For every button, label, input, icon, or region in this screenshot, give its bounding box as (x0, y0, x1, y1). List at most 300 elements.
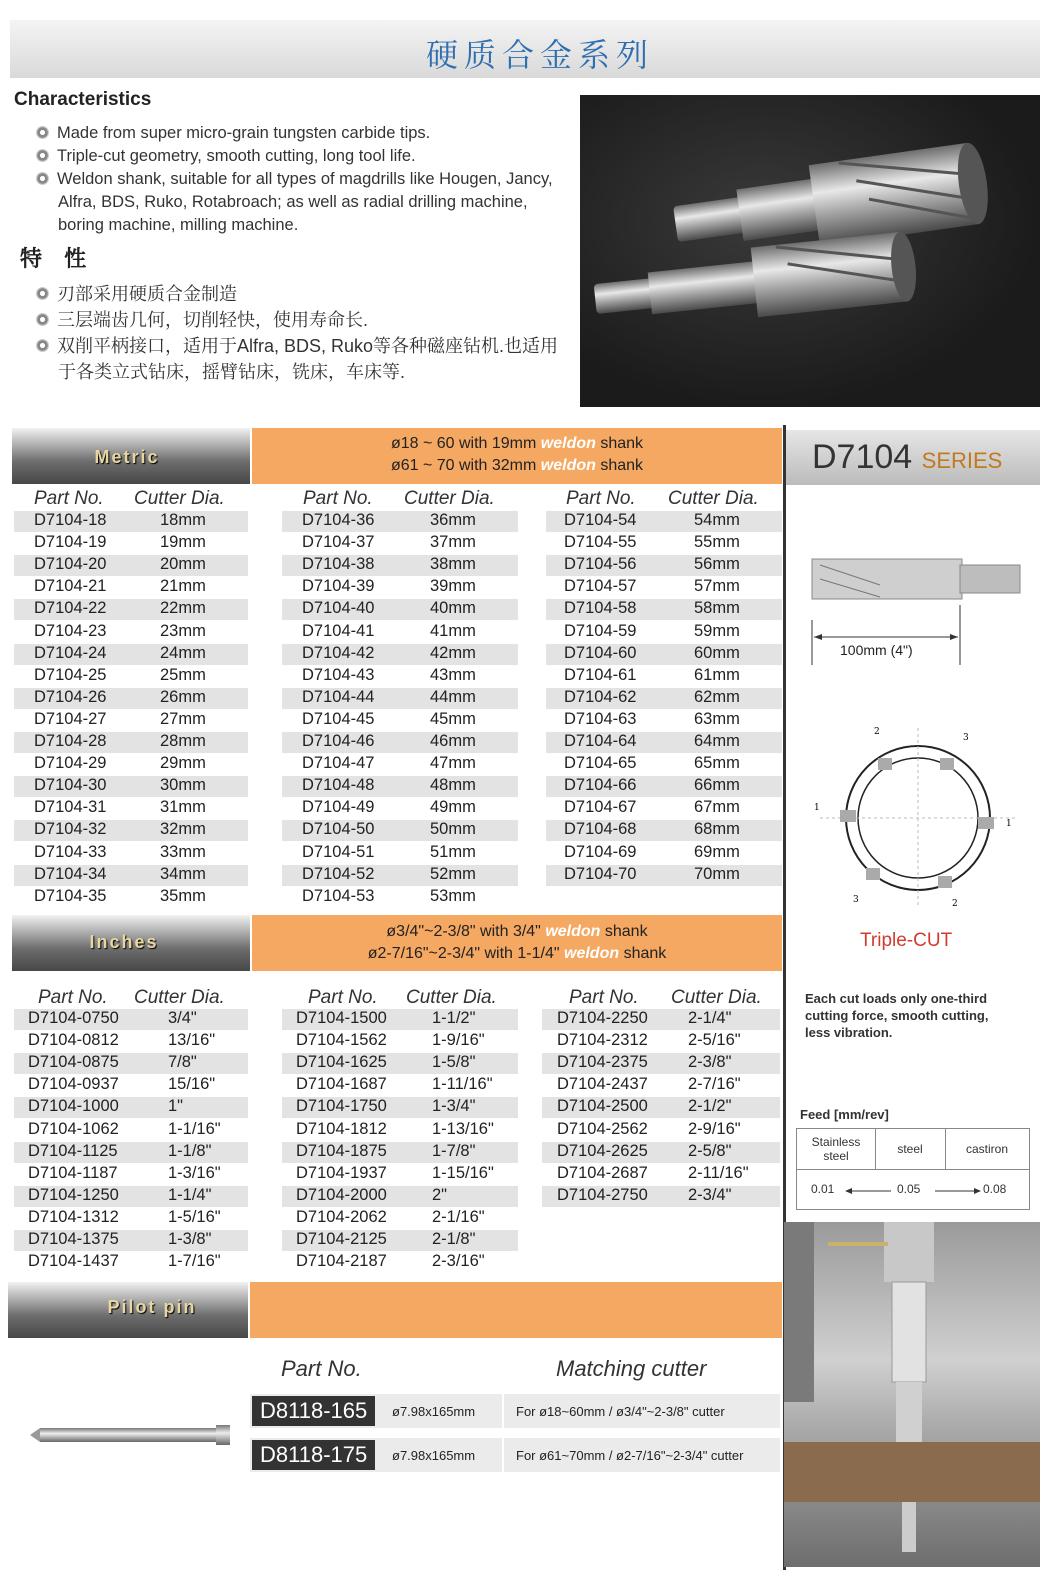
table-row (282, 754, 518, 775)
table-row (282, 1230, 518, 1251)
bullet-icon (36, 313, 49, 326)
table-row (542, 1053, 780, 1074)
part-number: D7104-28 (34, 732, 107, 750)
cutter-diameter: 50mm (430, 820, 476, 839)
cutter-diameter: 1-7/16" (168, 1252, 221, 1271)
pilot-label: Pilot pin (107, 1297, 197, 1317)
pilot-banner (250, 1282, 782, 1338)
page-title: 硬质合金系列 (425, 36, 654, 74)
part-number: D7104-34 (34, 864, 107, 883)
pilot-match: For ø61~70mm / ø2-7/16"~2-3/4" cutter (516, 1448, 744, 1463)
drilling-photo (784, 1222, 1040, 1567)
cutter-diameter: 18mm (160, 511, 206, 529)
part-number: D7104-43 (302, 665, 375, 684)
cutter-diameter: 67mm (694, 798, 740, 817)
part-number: D7104-1000 (28, 1097, 119, 1116)
cutter-diameter: 29mm (160, 754, 206, 773)
table-row (546, 710, 782, 731)
table-row (14, 843, 248, 864)
table-row (282, 843, 518, 864)
part-number: D7104-40 (302, 599, 375, 618)
part-number: D7104-2125 (296, 1230, 387, 1248)
part-number: D7104-66 (564, 776, 637, 795)
part-number: D7104-2562 (557, 1119, 648, 1138)
part-number: D7104-0875 (28, 1053, 119, 1072)
table-row (282, 644, 518, 665)
cutter-diameter: 35mm (160, 886, 206, 905)
table-row (542, 1164, 780, 1185)
table-row (14, 644, 248, 665)
part-number: D7104-1562 (296, 1031, 387, 1050)
part-number: D7104-18 (34, 511, 107, 529)
bullet-icon (36, 149, 49, 162)
cutter-diameter: 66mm (694, 776, 740, 795)
triple-cut-diagram (800, 718, 1035, 913)
table-row (546, 511, 782, 532)
cutter-diameter: 46mm (430, 732, 476, 750)
table-row (14, 599, 248, 620)
table-row (542, 1031, 780, 1052)
part-number: D7104-2500 (557, 1097, 648, 1116)
table-row (14, 555, 248, 576)
metric-shank-banner (252, 428, 782, 484)
part-number: D7104-39 (302, 577, 375, 596)
table-row (282, 1252, 518, 1273)
series-title: D7104 SERIES (812, 438, 1003, 476)
table-row (14, 865, 248, 886)
table-row (546, 555, 782, 576)
table-row (546, 688, 782, 709)
table-row (14, 1120, 248, 1141)
part-number: D7104-22 (34, 599, 107, 618)
cn-characteristic-item: 刃部采用硬质合金制造 (36, 281, 566, 307)
cutter-diameter: 2" (432, 1185, 448, 1204)
magdrill-photo (784, 1222, 1040, 1567)
cutter-diameter: 63mm (694, 709, 740, 728)
part-number: D7104-65 (564, 754, 637, 773)
cn-characteristic-item: 双削平柄接口，适用于Alfra, BDS, Ruko等各种磁座钻机.也适用于各类立式钻床，摇臂钻床，铣床，车床等. (36, 333, 566, 385)
part-number: D7104-20 (34, 555, 107, 574)
part-number: D7104-1937 (296, 1163, 387, 1182)
pilot-col-part: Part No. (281, 1356, 362, 1381)
cutter-diameter: 62mm (694, 687, 740, 706)
characteristic-item: Weldon shank, suitable for all types of magdrills like Hougen, Jancy, Alfra, BDS, Ruko, Rotabroach; as well as radial drilling machine, boring machine, milling machine. (36, 168, 566, 237)
cutter-diameter: 2-7/16" (688, 1075, 741, 1094)
part-number: D7104-2312 (557, 1031, 648, 1050)
part-number: D7104-55 (564, 533, 637, 552)
table-row (282, 710, 518, 731)
cutter-diameter: 38mm (430, 555, 476, 574)
part-number: D7104-32 (34, 820, 107, 839)
annular-cutter-photo (580, 95, 1040, 407)
cutter-diameter: 57mm (694, 577, 740, 596)
cutter-diameter: 2-11/16" (688, 1163, 749, 1182)
cutter-diameter: 41mm (430, 621, 476, 640)
part-number: D7104-35 (34, 886, 107, 905)
part-number: D7104-1437 (28, 1252, 119, 1271)
cutter-diameter: 27mm (160, 709, 206, 728)
part-number: D7104-1812 (296, 1119, 387, 1138)
cutter-diameter: 45mm (430, 709, 476, 728)
characteristic-item: Made from super micro-grain tungsten carbide tips. (36, 122, 566, 145)
cutter-diameter: 21mm (160, 577, 206, 596)
cn-characteristic-item: 三层端齿几何，切削轻快，使用寿命长. (36, 307, 566, 333)
characteristic-item: Triple-cut geometry, smooth cutting, long tool life. (36, 145, 566, 168)
cutter-diameter: 60mm (694, 643, 740, 662)
cutter-diameter: 26mm (160, 687, 206, 706)
cutter-diameter: 70mm (694, 864, 740, 883)
part-number: D7104-31 (34, 798, 107, 817)
table-row (14, 688, 248, 709)
table-row (14, 1230, 248, 1251)
part-number: D7104-1187 (28, 1163, 118, 1182)
table-row (546, 666, 782, 687)
table-row (282, 511, 518, 532)
cutter-diameter: 1-1/2" (432, 1009, 476, 1027)
col-header-part: Part No. (34, 488, 104, 509)
part-number: D7104-62 (564, 687, 637, 706)
col-header-dia: Cutter Dia. (134, 488, 225, 509)
feed-arrows (843, 1185, 983, 1197)
part-number: D7104-33 (34, 842, 107, 861)
cutter-diameter: 19mm (160, 533, 206, 552)
cutter-diameter: 7/8" (168, 1053, 197, 1072)
table-row (546, 644, 782, 665)
cutter-diameter: 2-1/4" (688, 1009, 732, 1027)
cutter-length-diagram (800, 545, 1040, 675)
part-number: D7104-1750 (296, 1097, 387, 1116)
part-number: D7104-21 (34, 577, 107, 596)
cutter-diameter: 1-5/8" (432, 1053, 476, 1072)
part-number: D7104-54 (564, 511, 637, 529)
feed-value-max: 0.08 (983, 1182, 1007, 1196)
part-number: D7104-51 (302, 842, 375, 861)
table-row (14, 511, 248, 532)
cutter-diameter: 1-9/16" (432, 1031, 485, 1050)
part-number: D7104-2750 (557, 1185, 648, 1204)
part-number: D7104-41 (302, 621, 375, 640)
diagram-mark: 1 (814, 803, 820, 813)
part-number: D7104-64 (564, 732, 637, 750)
table-row (282, 688, 518, 709)
cutter-diameter: 24mm (160, 643, 206, 662)
col-header-dia: Cutter Dia. (134, 987, 225, 1008)
table-row (546, 622, 782, 643)
cutter-diameter: 1-5/16" (168, 1207, 221, 1226)
part-number: D7104-58 (564, 599, 637, 618)
table-row (282, 732, 518, 753)
part-number: D7104-2000 (296, 1185, 387, 1204)
part-number: D7104-2437 (557, 1075, 648, 1094)
table-row (282, 1075, 518, 1096)
table-row (546, 599, 782, 620)
cutter-diameter: 2-9/16" (688, 1119, 741, 1138)
part-number: D7104-45 (302, 709, 375, 728)
cutter-diameter: 1-3/4" (432, 1097, 476, 1116)
cutter-diameter: 1-3/16" (168, 1163, 221, 1182)
table-row (282, 776, 518, 797)
table-row (546, 865, 782, 886)
inches-shank-line: ø2-7/16"~2-3/4" with 1-1/4" weldon shank (367, 945, 667, 962)
triple-cut-label: Triple-CUT (860, 930, 953, 951)
pilot-size: ø7.98x165mm (392, 1404, 476, 1419)
table-row (282, 820, 518, 841)
part-number: D7104-38 (302, 555, 375, 574)
cutter-diameter: 40mm (430, 599, 476, 618)
cutter-diameter: 52mm (430, 864, 476, 883)
cutter-diameter: 58mm (694, 599, 740, 618)
part-number: D7104-59 (564, 621, 637, 640)
pilot-pin-image (28, 1420, 233, 1450)
cutter-diameter: 54mm (694, 511, 740, 529)
pilot-divider (502, 1394, 504, 1474)
part-number: D7104-2062 (296, 1207, 387, 1226)
inches-label: Inches (89, 932, 159, 952)
table-row (282, 555, 518, 576)
part-number: D7104-25 (34, 665, 107, 684)
cutter-diameter: 55mm (694, 533, 740, 552)
part-number: D7104-52 (302, 864, 375, 883)
metric-label: Metric (94, 447, 160, 467)
part-number: D7104-2187 (296, 1252, 387, 1271)
table-row (14, 622, 248, 643)
table-row (546, 533, 782, 554)
table-row (14, 820, 248, 841)
table-row (282, 865, 518, 886)
cutter-diameter: 2-3/8" (688, 1053, 732, 1072)
bullet-icon (36, 172, 49, 185)
cutter-diameter: 37mm (430, 533, 476, 552)
cutter-diameter: 2-3/16" (432, 1252, 485, 1271)
metric-shank-line: ø18 ~ 60 with 19mm weldon shank (390, 435, 644, 452)
feed-value-min: 0.01 (811, 1182, 835, 1196)
table-row (282, 1142, 518, 1163)
cutter-diameter: 68mm (694, 820, 740, 839)
bullet-icon (36, 339, 49, 352)
table-row (14, 666, 248, 687)
table-row (282, 666, 518, 687)
part-number: D7104-67 (564, 798, 637, 817)
cutter-diameter: 1-1/8" (168, 1141, 212, 1160)
table-row (542, 1142, 780, 1163)
cutter-diameter: 2-1/8" (432, 1230, 476, 1248)
cutter-diameter: 47mm (430, 754, 476, 773)
table-row (14, 887, 248, 908)
table-row (14, 1031, 248, 1052)
table-row (282, 1053, 518, 1074)
cutter-diameter: 51mm (430, 842, 476, 861)
cutter-diameter: 1-1/4" (168, 1185, 212, 1204)
part-number: D7104-27 (34, 709, 107, 728)
characteristics-heading: Characteristics (14, 89, 152, 110)
cutter-diameter: 1" (168, 1097, 184, 1116)
cutter-diameter: 1-7/8" (432, 1141, 476, 1160)
table-row (14, 1208, 248, 1229)
table-row (14, 1186, 248, 1207)
part-number: D7104-37 (302, 533, 375, 552)
table-row (542, 1120, 780, 1141)
col-header-part: Part No. (566, 488, 636, 509)
part-number: D7104-1625 (296, 1053, 387, 1072)
part-number: D7104-1375 (28, 1230, 119, 1248)
part-number: D7104-1500 (296, 1009, 387, 1027)
cutter-diameter: 1-3/8" (168, 1230, 212, 1248)
feed-table (796, 1128, 1030, 1210)
cutter-diameter: 32mm (160, 820, 206, 839)
table-row (546, 776, 782, 797)
pilot-match: For ø18~60mm / ø3/4"~2-3/8" cutter (516, 1404, 725, 1419)
diagram-mark: 1 (1006, 819, 1012, 829)
pilot-part: D8118-165 (252, 1396, 375, 1426)
table-row (14, 1097, 248, 1118)
feed-header-castiron: castiron (965, 1142, 1009, 1156)
part-number: D7104-2625 (557, 1141, 648, 1160)
table-row (282, 577, 518, 598)
cn-characteristics-list (36, 281, 566, 385)
part-number: D7104-68 (564, 820, 637, 839)
col-header-dia: Cutter Dia. (404, 488, 495, 509)
cutter-diameter: 36mm (430, 511, 476, 529)
part-number: D7104-63 (564, 709, 637, 728)
cutter-diameter: 59mm (694, 621, 740, 640)
part-number: D7104-1312 (28, 1207, 119, 1226)
cutter-diameter: 69mm (694, 842, 740, 861)
table-row (282, 1186, 518, 1207)
table-row (282, 1208, 518, 1229)
cn-heading: 特 性 (20, 246, 95, 271)
table-row (546, 754, 782, 775)
length-label: 100mm (4") (840, 642, 913, 658)
pilot-col-match: Matching cutter (556, 1356, 707, 1381)
part-number: D7104-42 (302, 643, 375, 662)
table-row (14, 710, 248, 731)
part-number: D7104-0937 (28, 1075, 119, 1094)
feed-title: Feed [mm/rev] (800, 1107, 889, 1122)
table-row (14, 1053, 248, 1074)
col-header-part: Part No. (38, 987, 108, 1008)
table-row (546, 843, 782, 864)
cutter-diameter: 65mm (694, 754, 740, 773)
feed-divider (875, 1129, 876, 1169)
table-row (14, 776, 248, 797)
part-number: D7104-1125 (28, 1141, 118, 1160)
part-number: D7104-24 (34, 643, 107, 662)
bullet-icon (36, 126, 49, 139)
part-number: D7104-26 (34, 687, 107, 706)
part-number: D7104-61 (564, 665, 637, 684)
table-row (282, 798, 518, 819)
table-row (542, 1009, 780, 1030)
table-row (546, 798, 782, 819)
part-number: D7104-23 (34, 621, 107, 640)
cutter-diameter: 20mm (160, 555, 206, 574)
table-row (282, 599, 518, 620)
table-row (546, 577, 782, 598)
part-number: D7104-60 (564, 643, 637, 662)
cutter-diameter: 49mm (430, 798, 476, 817)
diagram-mark: 3 (963, 733, 969, 743)
table-row (282, 622, 518, 643)
part-number: D7104-1687 (296, 1075, 387, 1094)
cutter-diameter: 48mm (430, 776, 476, 795)
part-number: D7104-1250 (28, 1185, 119, 1204)
cutter-diameter: 25mm (160, 665, 206, 684)
diagram-mark: 2 (874, 727, 880, 737)
table-row (546, 732, 782, 753)
triple-cut-description: Each cut loads only one-third cutting force, smooth cutting, less vibration. (805, 991, 989, 1040)
cutter-diameter: 15/16" (168, 1075, 216, 1094)
col-header-dia: Cutter Dia. (671, 987, 762, 1008)
col-header-part: Part No. (308, 987, 378, 1008)
inches-shank-line: ø3/4"~2-3/8" with 3/4" weldon shank (386, 923, 648, 940)
cutter-diameter: 61mm (694, 665, 740, 684)
table-row (14, 732, 248, 753)
cutter-diameter: 64mm (694, 732, 740, 750)
table-row (14, 1009, 248, 1030)
cutter-diameter: 28mm (160, 732, 206, 750)
cutter-diameter: 2-5/8" (688, 1141, 732, 1160)
part-number: D7104-53 (302, 886, 375, 905)
part-number: D7104-1062 (28, 1119, 119, 1138)
cutter-diameter: 22mm (160, 599, 206, 618)
table-row (282, 1164, 518, 1185)
metric-shank-line: ø61 ~ 70 with 32mm weldon shank (390, 457, 644, 474)
pilot-part: D8118-175 (252, 1440, 375, 1470)
col-header-dia: Cutter Dia. (406, 987, 497, 1008)
product-photo (580, 95, 1040, 407)
diagram-mark: 2 (952, 899, 958, 909)
cutter-diameter: 43mm (430, 665, 476, 684)
col-header-part: Part No. (303, 488, 373, 509)
table-row (282, 1009, 518, 1030)
part-number: D7104-0812 (28, 1031, 119, 1050)
diagram-mark: 3 (853, 895, 859, 905)
feed-value-mid: 0.05 (897, 1182, 921, 1196)
col-header-part: Part No. (569, 987, 639, 1008)
part-number: D7104-46 (302, 732, 375, 750)
table-row (282, 1097, 518, 1118)
cutter-diameter: 23mm (160, 621, 206, 640)
part-number: D7104-69 (564, 842, 637, 861)
part-number: D7104-29 (34, 754, 107, 773)
cutter-diameter: 1-11/16" (432, 1075, 493, 1094)
pilot-size: ø7.98x165mm (392, 1448, 476, 1463)
table-row (542, 1186, 780, 1207)
cutter-diameter: 53mm (430, 886, 476, 905)
cutter-diameter: 44mm (430, 687, 476, 706)
cutter-diameter: 2-3/4" (688, 1185, 732, 1204)
part-number: D7104-44 (302, 687, 375, 706)
part-number: D7104-30 (34, 776, 107, 795)
cutter-diameter: 30mm (160, 776, 206, 795)
cutter-diameter: 1-1/16" (168, 1119, 221, 1138)
feed-divider (797, 1169, 1029, 1170)
table-row (542, 1075, 780, 1096)
table-row (14, 1164, 248, 1185)
table-row (14, 1252, 248, 1273)
part-number: D7104-1875 (296, 1141, 387, 1160)
feed-header-stainless: Stainless steel (811, 1135, 861, 1163)
part-number: D7104-57 (564, 577, 637, 596)
cutter-diameter: 31mm (160, 798, 206, 817)
cutter-diameter: 13/16" (168, 1031, 216, 1050)
table-row (282, 887, 518, 908)
cutter-diameter: 1-15/16" (432, 1163, 494, 1182)
part-number: D7104-19 (34, 533, 107, 552)
table-row (14, 533, 248, 554)
table-row (14, 754, 248, 775)
inches-shank-banner (252, 915, 782, 971)
